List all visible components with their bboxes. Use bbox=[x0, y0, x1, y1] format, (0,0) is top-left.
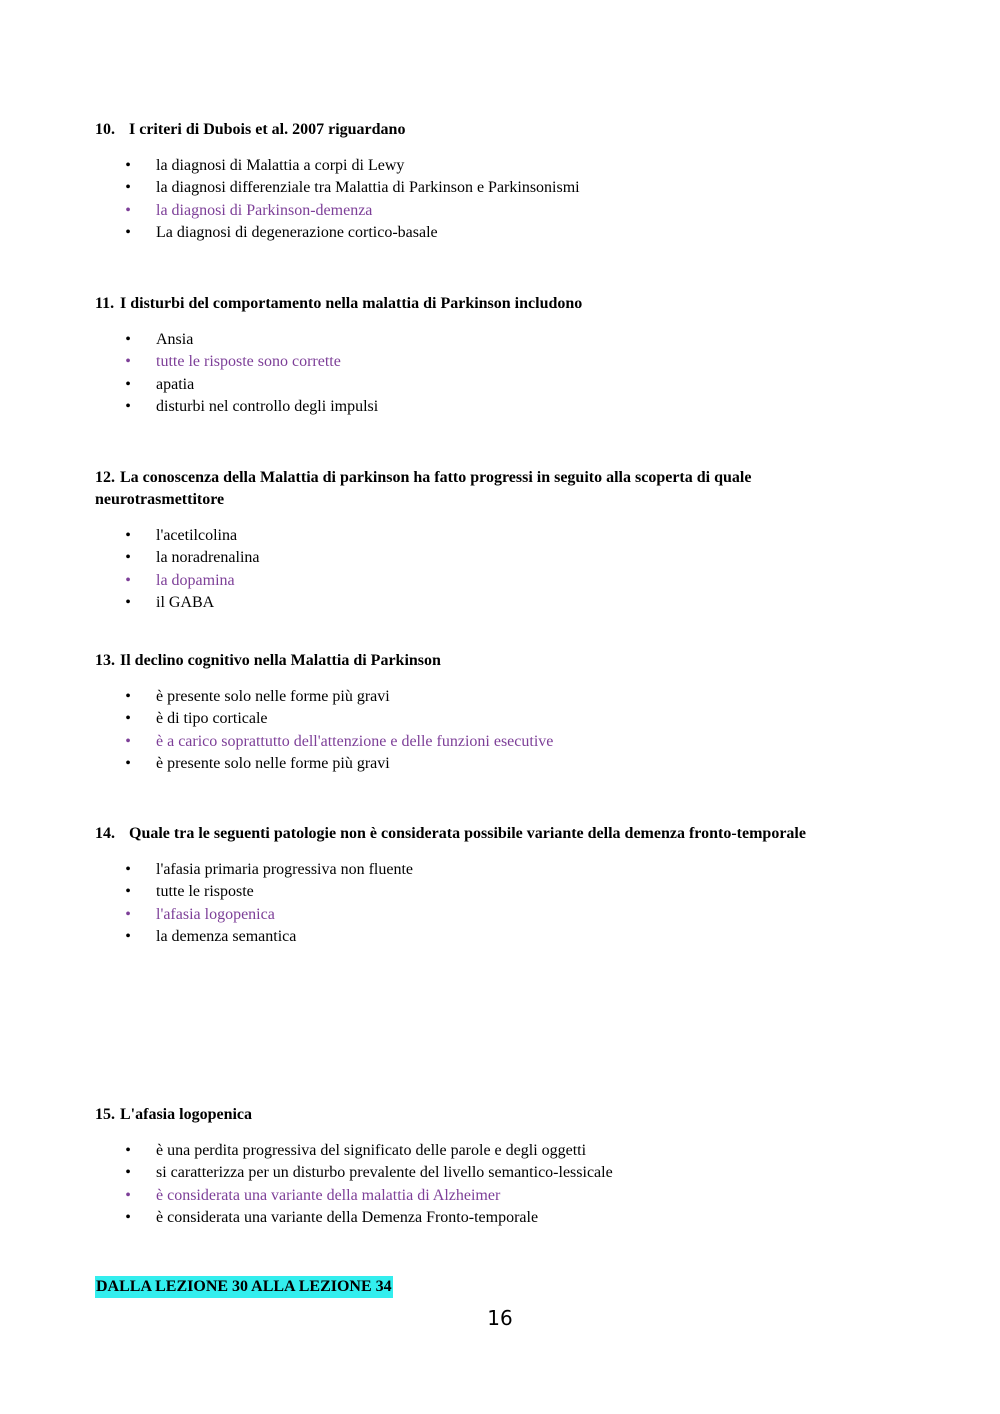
bullet-icon: • bbox=[125, 861, 131, 878]
question-15 bbox=[95, 1104, 895, 1229]
answer-list bbox=[95, 1140, 895, 1229]
answer-option: • Ansia bbox=[95, 329, 895, 351]
bullet-icon: • bbox=[125, 1164, 131, 1182]
answer-list bbox=[95, 329, 895, 418]
question-title bbox=[95, 119, 895, 141]
bullet-icon: • bbox=[125, 593, 131, 611]
question-text: L'afasia logopenica bbox=[120, 1106, 253, 1123]
bullet-icon: • bbox=[125, 883, 131, 901]
bullet-icon: • bbox=[125, 397, 131, 415]
bullet-icon: • bbox=[125, 179, 131, 197]
bullet-icon: • bbox=[125, 223, 131, 241]
bullet-icon: • bbox=[125, 1142, 131, 1159]
answer-option: • è considerata una variante della Demenza Fronto-temporale bbox=[95, 1207, 895, 1229]
answer-option: • la diagnosi di Malattia a corpi di Lewy bbox=[95, 155, 895, 177]
answer-option: • l'acetilcolina bbox=[95, 525, 815, 547]
answer-option: • è una perdita progressiva del significato delle parole e degli oggetti bbox=[95, 1140, 895, 1162]
question-14 bbox=[95, 823, 955, 948]
bullet-icon: • bbox=[125, 353, 131, 371]
question-13 bbox=[95, 650, 895, 775]
answer-list bbox=[95, 686, 895, 775]
answer-option-correct: • l'afasia logopenica bbox=[95, 904, 955, 926]
answer-list bbox=[95, 525, 815, 614]
question-number: 15. bbox=[95, 1106, 115, 1123]
question-12 bbox=[95, 467, 815, 614]
answer-option: • si caratterizza per un disturbo prevalente del livello semantico-lessicale bbox=[95, 1162, 895, 1184]
answer-option: • La diagnosi di degenerazione cortico-basale bbox=[95, 222, 895, 244]
question-title bbox=[95, 823, 955, 845]
question-text: I criteri di Dubois et al. 2007 riguardano bbox=[129, 121, 406, 138]
answer-option: • la demenza semantica bbox=[95, 926, 955, 948]
question-number: 13. bbox=[95, 652, 115, 669]
answer-list bbox=[95, 155, 895, 244]
answer-option: • apatia bbox=[95, 374, 895, 396]
question-number: 14. bbox=[95, 825, 115, 842]
answer-list bbox=[95, 859, 955, 948]
answer-option-correct: • tutte le risposte sono corrette bbox=[95, 351, 895, 373]
bullet-icon: • bbox=[125, 375, 131, 393]
bullet-icon: • bbox=[125, 688, 131, 705]
question-title bbox=[95, 650, 895, 672]
answer-option: • è presente solo nelle forme più gravi bbox=[95, 753, 895, 775]
question-number: 11. bbox=[95, 295, 115, 312]
question-text: La conoscenza della Malattia di parkinson ha fatto progressi in seguito alla scoperta di quale neurotrasmettitore bbox=[95, 469, 752, 508]
answer-option-correct: • la diagnosi di Parkinson-demenza bbox=[95, 200, 895, 222]
answer-option-correct: • è a carico soprattutto dell'attenzione e delle funzioni esecutive bbox=[95, 731, 895, 753]
question-number: 10. bbox=[95, 121, 115, 138]
answer-option: • l'afasia primaria progressiva non fluente bbox=[95, 859, 955, 881]
bullet-icon: • bbox=[125, 527, 131, 544]
answer-option: • è di tipo corticale bbox=[95, 708, 895, 730]
bullet-icon: • bbox=[125, 710, 131, 728]
answer-option: • il GABA bbox=[95, 592, 815, 614]
bullet-icon: • bbox=[125, 905, 131, 923]
question-text: Quale tra le seguenti patologie non è considerata possibile variante della demenza fronto-temporale bbox=[129, 825, 806, 842]
bullet-icon: • bbox=[125, 754, 131, 772]
bullet-icon: • bbox=[125, 571, 131, 589]
answer-option-correct: • la dopamina bbox=[95, 570, 815, 592]
question-title bbox=[95, 293, 895, 315]
answer-option: • tutte le risposte bbox=[95, 881, 955, 903]
answer-option-correct: • è considerata una variante della malattia di Alzheimer bbox=[95, 1185, 895, 1207]
bullet-icon: • bbox=[125, 1186, 131, 1204]
answer-option: • la diagnosi differenziale tra Malattia di Parkinson e Parkinsonismi bbox=[95, 177, 895, 199]
question-11 bbox=[95, 293, 895, 418]
question-title bbox=[95, 1104, 895, 1126]
highlighted-section-note: DALLA LEZIONE 30 ALLA LEZIONE 34 bbox=[95, 1276, 393, 1298]
answer-option: • disturbi nel controllo degli impulsi bbox=[95, 396, 895, 418]
bullet-icon: • bbox=[125, 549, 131, 567]
bullet-icon: • bbox=[125, 201, 131, 219]
bullet-icon: • bbox=[125, 1208, 131, 1226]
question-number: 12. bbox=[95, 469, 115, 486]
bullet-icon: • bbox=[125, 927, 131, 945]
question-text: I disturbi del comportamento nella malattia di Parkinson includono bbox=[120, 295, 583, 312]
bullet-icon: • bbox=[125, 157, 131, 174]
question-10 bbox=[95, 119, 895, 244]
page-number: 16 bbox=[487, 1306, 513, 1330]
bullet-icon: • bbox=[125, 331, 131, 348]
question-text: Il declino cognitivo nella Malattia di Parkinson bbox=[120, 652, 441, 669]
answer-option: • è presente solo nelle forme più gravi bbox=[95, 686, 895, 708]
question-title bbox=[95, 467, 815, 511]
answer-option: • la noradrenalina bbox=[95, 547, 815, 569]
bullet-icon: • bbox=[125, 732, 131, 750]
